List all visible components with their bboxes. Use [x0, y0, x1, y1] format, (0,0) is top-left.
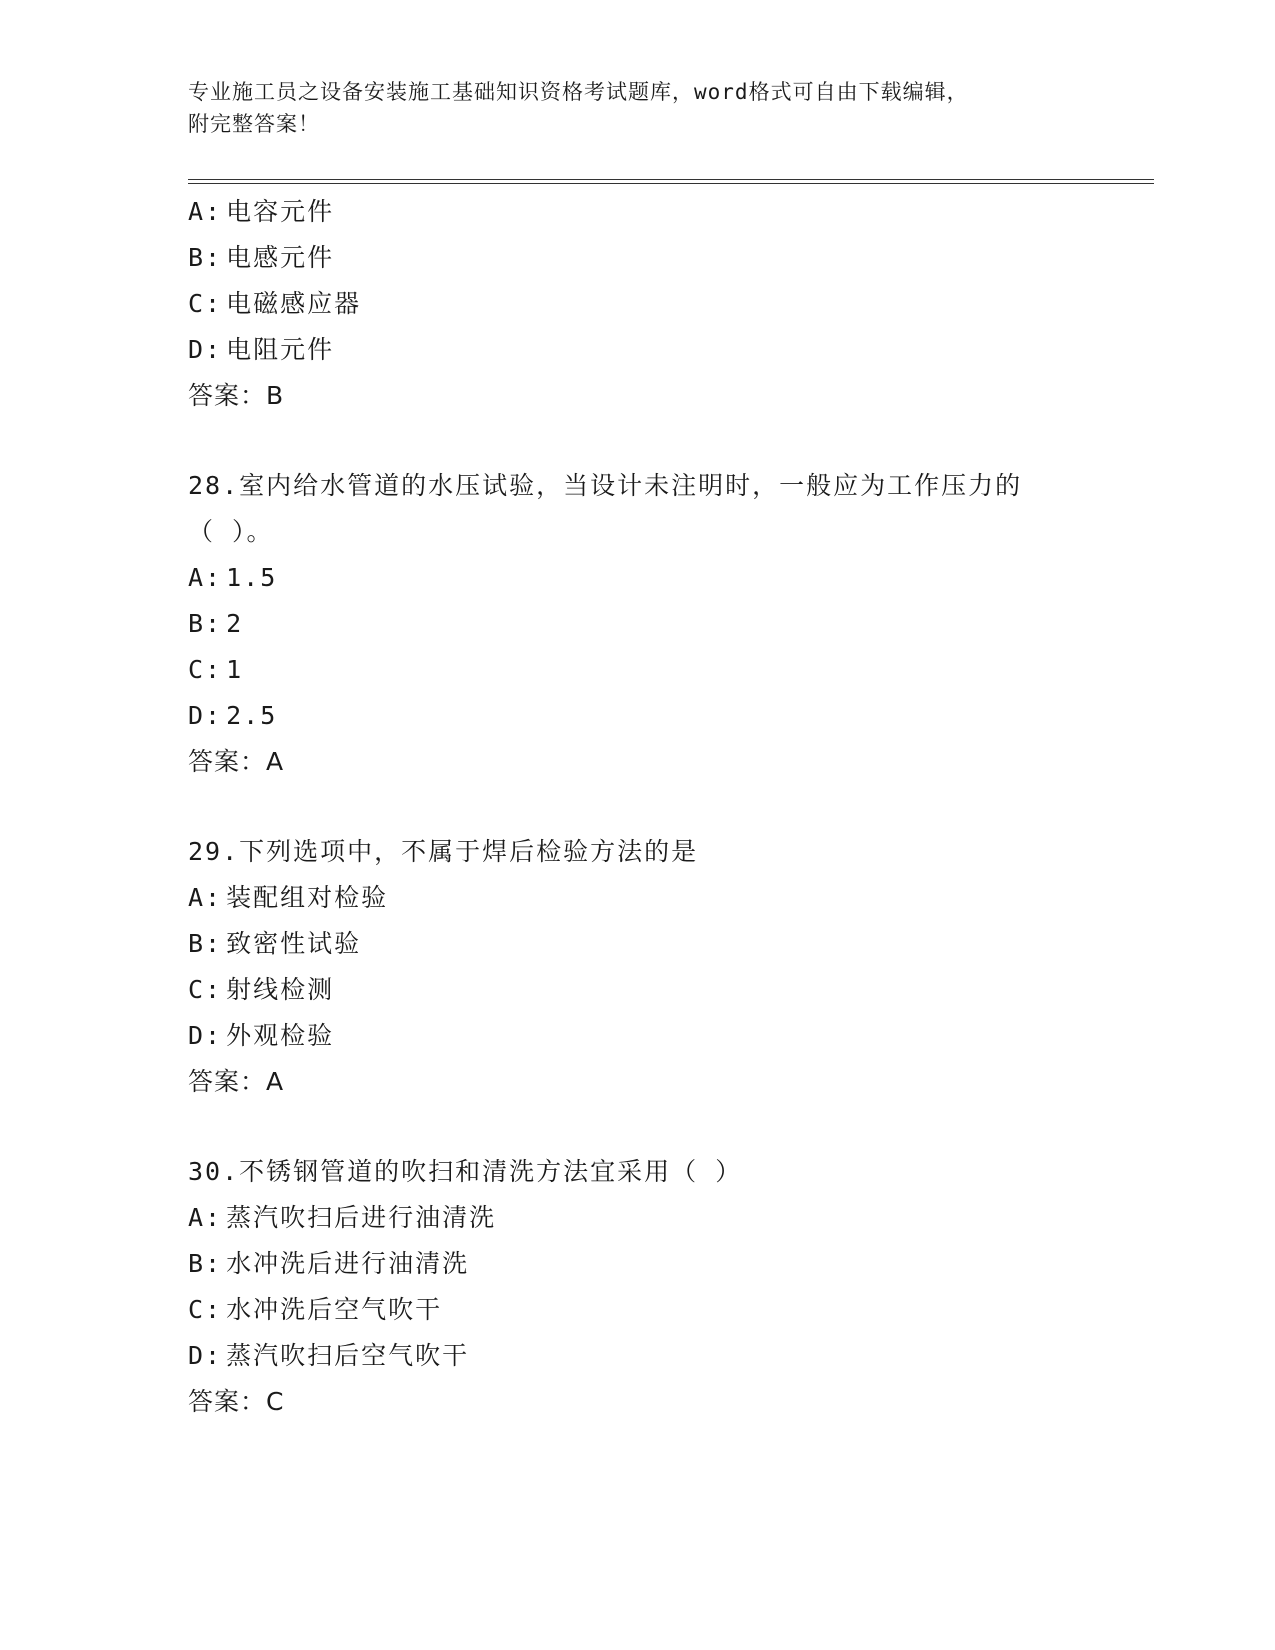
question-stem: 28.室内给水管道的水压试验，当设计未注明时，一般应为工作压力的	[188, 471, 1023, 500]
option-d	[188, 1013, 1148, 1059]
option-label: A:	[188, 563, 223, 592]
option-d	[188, 693, 1148, 739]
option-text: 1	[226, 655, 244, 684]
option-a	[188, 189, 1148, 235]
option-label: B:	[188, 1249, 223, 1278]
option-text: 2	[226, 609, 244, 638]
header-title-line-2: 附完整答案！	[188, 112, 320, 136]
option-d	[188, 1333, 1148, 1379]
option-label: C:	[188, 655, 223, 684]
option-a	[188, 875, 1148, 921]
option-text: 1.5	[226, 563, 278, 592]
option-label: D:	[188, 1021, 223, 1050]
answer-line: 答案：C	[188, 1387, 285, 1416]
header-divider	[188, 179, 1154, 184]
option-c	[188, 647, 1148, 693]
question-stem-continued: （ ）。	[188, 517, 274, 546]
option-text: 水冲洗后空气吹干	[226, 1295, 443, 1324]
question-stem: 29.下列选项中，不属于焊后检验方法的是	[188, 837, 699, 866]
header-title-line-1: 专业施工员之设备安装施工基础知识资格考试题库，word格式可自由下载编辑，	[188, 80, 969, 104]
option-text: 电磁感应器	[226, 289, 362, 318]
option-text: 电阻元件	[226, 335, 335, 364]
answer-line: 答案：A	[188, 747, 285, 776]
option-text: 2.5	[226, 701, 278, 730]
option-text: 蒸汽吹扫后空气吹干	[226, 1341, 470, 1370]
answer-line: 答案：A	[188, 1067, 285, 1096]
option-label: B:	[188, 243, 223, 272]
option-c	[188, 967, 1148, 1013]
question-stem: 30.不锈钢管道的吹扫和清洗方法宜采用（ ）	[188, 1157, 743, 1186]
option-text: 致密性试验	[226, 929, 362, 958]
option-label: D:	[188, 335, 223, 364]
option-b	[188, 1241, 1148, 1287]
option-label: A:	[188, 1203, 223, 1232]
option-text: 电感元件	[226, 243, 335, 272]
option-d	[188, 327, 1148, 373]
option-label: A:	[188, 883, 223, 912]
option-b	[188, 235, 1148, 281]
option-label: D:	[188, 701, 223, 730]
option-text: 水冲洗后进行油清洗	[226, 1249, 470, 1278]
option-c	[188, 1287, 1148, 1333]
option-label: A:	[188, 197, 223, 226]
option-a	[188, 1195, 1148, 1241]
option-b	[188, 601, 1148, 647]
option-text: 蒸汽吹扫后进行油清洗	[226, 1203, 497, 1232]
option-label: C:	[188, 289, 223, 318]
question-28	[188, 463, 1148, 785]
option-label: C:	[188, 1295, 223, 1324]
option-label: B:	[188, 929, 223, 958]
option-text: 装配组对检验	[226, 883, 389, 912]
option-a	[188, 555, 1148, 601]
document-header	[188, 76, 1088, 140]
answer-line: 答案：B	[188, 381, 285, 410]
option-text: 电容元件	[226, 197, 335, 226]
option-label: C:	[188, 975, 223, 1004]
option-b	[188, 921, 1148, 967]
question-27	[188, 189, 1148, 419]
option-label: D:	[188, 1341, 223, 1370]
option-label: B:	[188, 609, 223, 638]
question-30	[188, 1149, 1148, 1425]
question-29	[188, 829, 1148, 1105]
option-text: 射线检测	[226, 975, 335, 1004]
option-text: 外观检验	[226, 1021, 335, 1050]
question-list	[188, 189, 1148, 1425]
option-c	[188, 281, 1148, 327]
